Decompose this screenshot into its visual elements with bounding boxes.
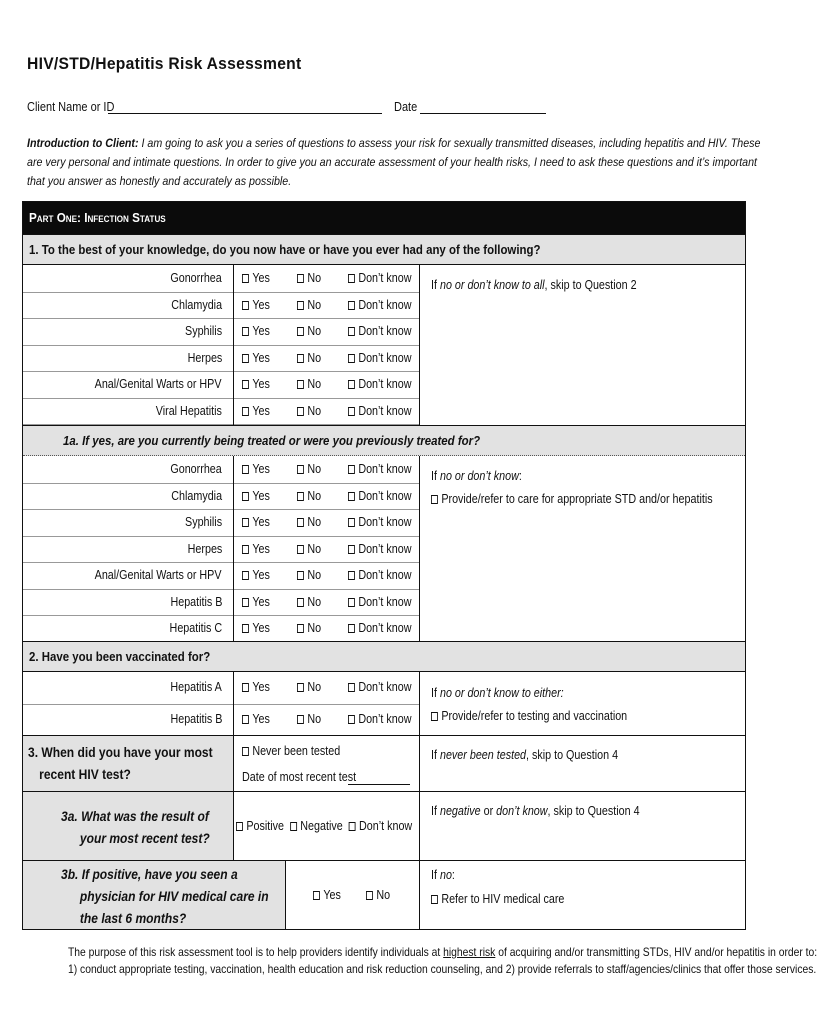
option-yes[interactable]: Yes [242, 489, 270, 503]
option-no[interactable]: No [297, 568, 321, 582]
checkbox-icon[interactable] [242, 465, 249, 474]
q2-row [23, 704, 419, 737]
checkbox-icon[interactable] [297, 715, 304, 724]
option-no[interactable]: No [297, 489, 321, 503]
checkbox-icon[interactable] [242, 747, 249, 756]
condition-label: Gonorrhea [170, 462, 222, 476]
q2-action[interactable]: Provide/refer to testing and vaccination [431, 709, 627, 723]
client-name-field[interactable] [108, 113, 382, 114]
q3b-question: 3b. If positive, have you seen a physician for HIV medical care in the last 6 months? [61, 866, 269, 926]
checkbox-icon[interactable] [297, 624, 304, 633]
option-yes[interactable]: Yes [242, 324, 270, 338]
condition-label: Chlamydia [171, 488, 222, 503]
option-dont-know[interactable]: Don’t know [348, 271, 412, 285]
option-no[interactable]: No [297, 298, 321, 312]
q1a-row [23, 483, 419, 511]
q3b-action[interactable]: Refer to HIV medical care [431, 892, 564, 906]
checkbox-icon[interactable] [348, 598, 355, 607]
footer-text: The purpose of this risk assessment tool is to help providers identify individuals at highest risk of acquiring and/or transmitting STDs, HIV and/or hepatitis in order to: 1) conduct appropriate testing, vaccination, health education and risk reduction counseling, and 2) provide referrals to staff/agencies/clinics that offer those services. [68, 945, 817, 976]
option-no[interactable]: No [297, 515, 321, 529]
q3a-note: If negative or don’t know, skip to Question 4 [431, 804, 640, 818]
option-dont-know[interactable]: Don’t know [348, 680, 412, 694]
checkbox-icon[interactable] [297, 301, 304, 310]
checkbox-icon[interactable] [242, 407, 249, 416]
intro-body: I am going to ask you a series of questions to assess your risk for sexually transmitted diseases, including hepatitis and HIV. These are very personal and intimate questions. In order to give you an accurate assessment of your health risks, I need to ask these questions and it’s important that you answer as honestly and accurately as possible. [27, 136, 761, 188]
q1-row [23, 265, 419, 293]
q3-question: 3. When did you have your most recent HIV test? [28, 744, 213, 782]
condition-label: Gonorrhea [170, 271, 222, 285]
option-no[interactable]: No [297, 271, 321, 285]
option-dont-know[interactable]: Don’t know [348, 404, 412, 418]
option-no[interactable]: No [297, 542, 321, 556]
q2-row [23, 672, 419, 705]
never-tested-option[interactable]: Never been tested [242, 744, 340, 758]
q1a-header [23, 425, 745, 456]
q1-row [23, 398, 419, 426]
checkbox-icon[interactable] [242, 354, 249, 363]
option-yes[interactable]: Yes [242, 621, 270, 635]
q2-header [23, 641, 745, 672]
checkbox-icon[interactable] [431, 895, 438, 904]
option-dont-know[interactable]: Don’t know [348, 568, 412, 582]
date-label: Date [394, 100, 418, 114]
checkbox-icon[interactable] [297, 571, 304, 580]
checkbox-icon[interactable] [242, 380, 249, 389]
q2-question: 2. Have you been vaccinated for? [29, 649, 211, 664]
option-yes[interactable]: Yes [242, 712, 270, 726]
q1a-row [23, 456, 419, 484]
q1a-row [23, 536, 419, 564]
checkbox-icon[interactable] [242, 571, 249, 580]
q1-note: If no or don’t know to all, skip to Question 2 [431, 278, 637, 292]
checkbox-icon[interactable] [242, 518, 249, 527]
checkbox-icon[interactable] [297, 518, 304, 527]
option-no[interactable]: No [297, 324, 321, 338]
checkbox-icon[interactable] [297, 492, 304, 501]
checkbox-icon[interactable] [242, 715, 249, 724]
checkbox-icon[interactable] [348, 354, 355, 363]
checkbox-icon[interactable] [348, 624, 355, 633]
q1-header [23, 234, 745, 265]
q1a-note: If no or don’t know: [431, 469, 522, 483]
option-yes[interactable]: Yes [242, 462, 270, 476]
option-dont-know[interactable]: Don’t know [348, 324, 412, 338]
q1a-row [23, 589, 419, 617]
checkbox-icon[interactable] [348, 327, 355, 336]
checkbox-icon[interactable] [348, 715, 355, 724]
checkbox-icon[interactable] [349, 822, 356, 831]
option-no[interactable]: No [297, 351, 321, 365]
option-dont-know[interactable]: Don’t know [348, 351, 412, 365]
q1-row [23, 292, 419, 320]
condition-label: Herpes [187, 350, 222, 365]
q3-note: If never been tested, skip to Question 4 [431, 748, 619, 762]
option-dont-know[interactable]: Don’t know [348, 462, 412, 476]
section-header-label: Part One: Infection Status [29, 210, 166, 225]
q3a-question: 3a. What was the result of your most recent test? [61, 808, 210, 846]
checkbox-icon[interactable] [297, 354, 304, 363]
q1a-row [23, 509, 419, 537]
intro-lead: Introduction to Client: [27, 136, 139, 150]
option-dont-know[interactable]: Don’t know [348, 542, 412, 556]
option-dont-know[interactable]: Don’t know [348, 515, 412, 529]
checkbox-icon[interactable] [366, 891, 373, 900]
q1-question: 1. To the best of your knowledge, do you now have or have you ever had any of the following? [29, 242, 541, 257]
condition-label: Herpes [187, 541, 222, 556]
assessment-form [22, 201, 746, 930]
checkbox-icon[interactable] [297, 327, 304, 336]
q3a-options[interactable]: Positive Negative Don’t know [236, 819, 412, 833]
checkbox-icon[interactable] [348, 274, 355, 283]
checkbox-icon[interactable] [297, 545, 304, 554]
checkbox-icon[interactable] [297, 407, 304, 416]
option-yes[interactable]: Yes [242, 377, 270, 391]
checkbox-icon[interactable] [242, 683, 249, 692]
checkbox-icon[interactable] [348, 571, 355, 580]
checkbox-icon[interactable] [297, 274, 304, 283]
q1-row [23, 371, 419, 399]
checkbox-icon[interactable] [348, 545, 355, 554]
page-title: HIV/STD/Hepatitis Risk Assessment [27, 54, 302, 73]
checkbox-icon[interactable] [348, 407, 355, 416]
option-yes[interactable]: Yes [242, 351, 270, 365]
introduction-text [27, 134, 766, 191]
checkbox-icon[interactable] [297, 465, 304, 474]
checkbox-icon[interactable] [242, 274, 249, 283]
condition-label: Anal/Genital Warts or HPV [95, 568, 222, 582]
checkbox-icon[interactable] [242, 545, 249, 554]
condition-label: Anal/Genital Warts or HPV [95, 377, 222, 391]
option-yes[interactable]: Yes [242, 680, 270, 694]
q1a-row [23, 615, 419, 643]
condition-label: Syphilis [184, 515, 222, 529]
section-header [23, 202, 745, 234]
checkbox-icon[interactable] [297, 598, 304, 607]
q2-note: If no or don’t know to either: [431, 686, 564, 700]
condition-label: Hepatitis B [170, 594, 222, 609]
option-dont-know[interactable]: Don’t know [348, 489, 412, 503]
option-no[interactable]: No [297, 595, 321, 609]
q1a-row [23, 562, 419, 590]
condition-label: Chlamydia [171, 297, 222, 312]
checkbox-icon[interactable] [290, 822, 297, 831]
option-no[interactable]: No [297, 377, 321, 391]
checkbox-icon[interactable] [242, 492, 249, 501]
option-dont-know[interactable]: Don’t know [348, 621, 412, 635]
q1-row [23, 318, 419, 346]
option-yes[interactable]: Yes [242, 404, 270, 418]
option-yes[interactable]: Yes [242, 271, 270, 285]
condition-label: Hepatitis C [169, 621, 222, 635]
checkbox-icon[interactable] [297, 380, 304, 389]
checkbox-icon[interactable] [348, 492, 355, 501]
option-dont-know[interactable]: Don’t know [348, 298, 412, 312]
option-no[interactable]: No [297, 712, 321, 726]
checkbox-icon[interactable] [242, 327, 249, 336]
date-field[interactable] [420, 113, 546, 114]
checkbox-icon[interactable] [313, 891, 320, 900]
option-no[interactable]: No [297, 462, 321, 476]
q1-row [23, 345, 419, 373]
recent-test-date-field[interactable] [348, 784, 410, 785]
option-yes[interactable]: Yes [242, 542, 270, 556]
option-dont-know[interactable]: Don’t know [348, 377, 412, 391]
checkbox-icon[interactable] [236, 822, 243, 831]
checkbox-icon[interactable] [431, 712, 438, 721]
checkbox-icon[interactable] [348, 683, 355, 692]
option-yes[interactable]: Yes [242, 515, 270, 529]
condition-label: Hepatitis A [170, 680, 222, 694]
checkbox-icon[interactable] [242, 598, 249, 607]
option-yes[interactable]: Yes [242, 595, 270, 609]
checkbox-icon[interactable] [431, 495, 438, 504]
option-dont-know[interactable]: Don’t know [348, 712, 412, 726]
checkbox-icon[interactable] [242, 301, 249, 310]
q3b-note: If no: [431, 868, 455, 882]
option-no[interactable]: No [297, 680, 321, 694]
option-no[interactable]: No [297, 404, 321, 418]
condition-label: Hepatitis B [170, 711, 222, 726]
option-yes[interactable]: Yes [242, 298, 270, 312]
checkbox-icon[interactable] [242, 624, 249, 633]
recent-test-date[interactable]: Date of most recent test [242, 770, 357, 784]
option-no[interactable]: No [297, 621, 321, 635]
q3b-no-option[interactable]: No [366, 888, 390, 902]
checkbox-icon[interactable] [348, 380, 355, 389]
checkbox-icon[interactable] [348, 301, 355, 310]
q1a-action[interactable]: Provide/refer to care for appropriate STD and/or hepatitis [431, 492, 713, 506]
client-name-label: Client Name or ID [27, 100, 115, 114]
q1a-question: 1a. If yes, are you currently being treated or were you previously treated for? [63, 433, 481, 448]
q3b-yes-option[interactable]: Yes [313, 888, 341, 902]
checkbox-icon[interactable] [348, 518, 355, 527]
checkbox-icon[interactable] [348, 465, 355, 474]
option-yes[interactable]: Yes [242, 568, 270, 582]
option-dont-know[interactable]: Don’t know [348, 595, 412, 609]
condition-label: Syphilis [184, 324, 222, 338]
checkbox-icon[interactable] [297, 683, 304, 692]
condition-label: Viral Hepatitis [155, 403, 222, 418]
